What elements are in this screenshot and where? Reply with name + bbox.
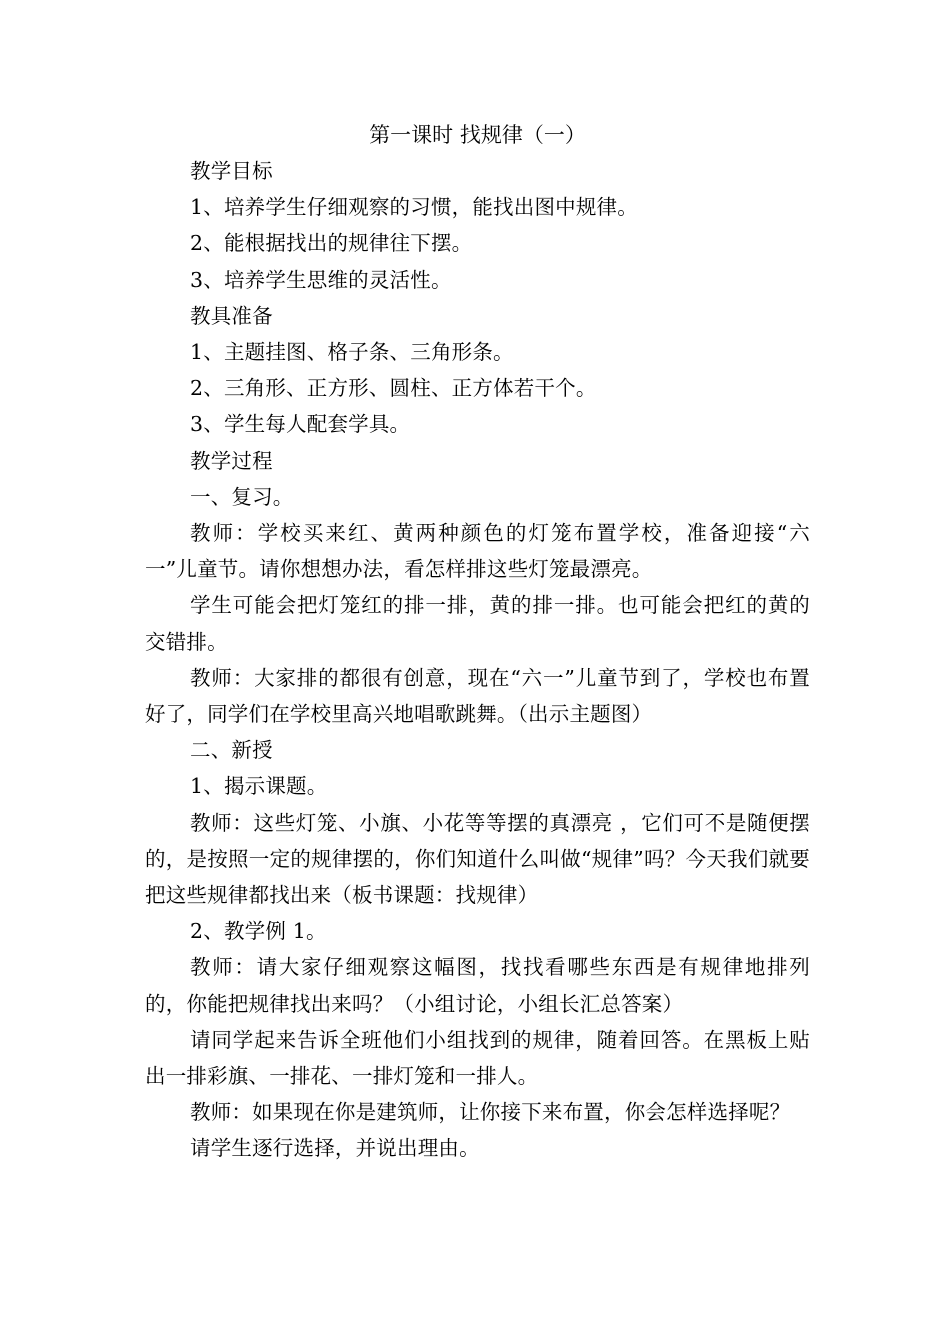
subsection-heading-review: 一、复习。 xyxy=(190,484,294,509)
body-paragraph: 请同学起来告诉全班他们小组找到的规律，随着回答。在黑板上贴出一排彩旗、一排花、一排灯笼和一排人。 xyxy=(145,1027,810,1089)
step-heading: 1、揭示课题。 xyxy=(190,774,328,799)
material-item: 2、三角形、正方形、圆柱、正方体若干个。 xyxy=(190,376,597,401)
body-paragraph: 请学生逐行选择，并说出理由。 xyxy=(190,1136,480,1161)
section-heading-materials: 教具准备 xyxy=(190,303,273,328)
step-heading: 2、教学例 1。 xyxy=(190,919,327,944)
body-paragraph: 教师：这些灯笼、小旗、小花等等摆的真漂亮 ，它们可不是随便摆的，是按照一定的规律摆的，你们知道什么叫做“规律”吗？今天我们就要把这些规律都找出来（板书课题：找规律） xyxy=(145,810,810,908)
document-body xyxy=(145,117,810,1167)
section-heading-process: 教学过程 xyxy=(190,448,273,473)
body-paragraph: 教师：请大家仔细观察这幅图，找找看哪些东西是有规律地排列的，你能把规律找出来吗？（小组讨论，小组长汇总答案） xyxy=(145,955,810,1016)
objective-item: 1、培养学生仔细观察的习惯，能找出图中规律。 xyxy=(190,195,638,220)
objective-item: 2、能根据找出的规律往下摆。 xyxy=(190,231,473,256)
material-item: 3、学生每人配套学具。 xyxy=(190,412,411,437)
body-paragraph: 教师：大家排的都很有创意，现在“六一”儿童节到了，学校也布置好了，同学们在学校里高兴地唱歌跳舞。（出示主题图） xyxy=(145,665,810,727)
body-paragraph: 教师：学校买来红、黄两种颜色的灯笼布置学校，准备迎接“六一”儿童节。请你想想办法，看怎样排这些灯笼最漂亮。 xyxy=(145,521,810,582)
section-heading-objectives: 教学目标 xyxy=(190,159,273,183)
subsection-heading-new-lesson: 二、新授 xyxy=(190,738,273,763)
document-title: 第一课时 找规律（一） xyxy=(369,123,586,147)
objective-item: 3、培养学生思维的灵活性。 xyxy=(190,267,452,292)
body-paragraph: 学生可能会把灯笼红的排一排，黄的排一排。也可能会把红的黄的交错排。 xyxy=(145,593,810,654)
body-paragraph: 教师：如果现在你是建筑师，让你接下来布置，你会怎样选择呢？ xyxy=(190,1100,791,1125)
material-item: 1、主题挂图、格子条、三角形条。 xyxy=(190,340,514,365)
